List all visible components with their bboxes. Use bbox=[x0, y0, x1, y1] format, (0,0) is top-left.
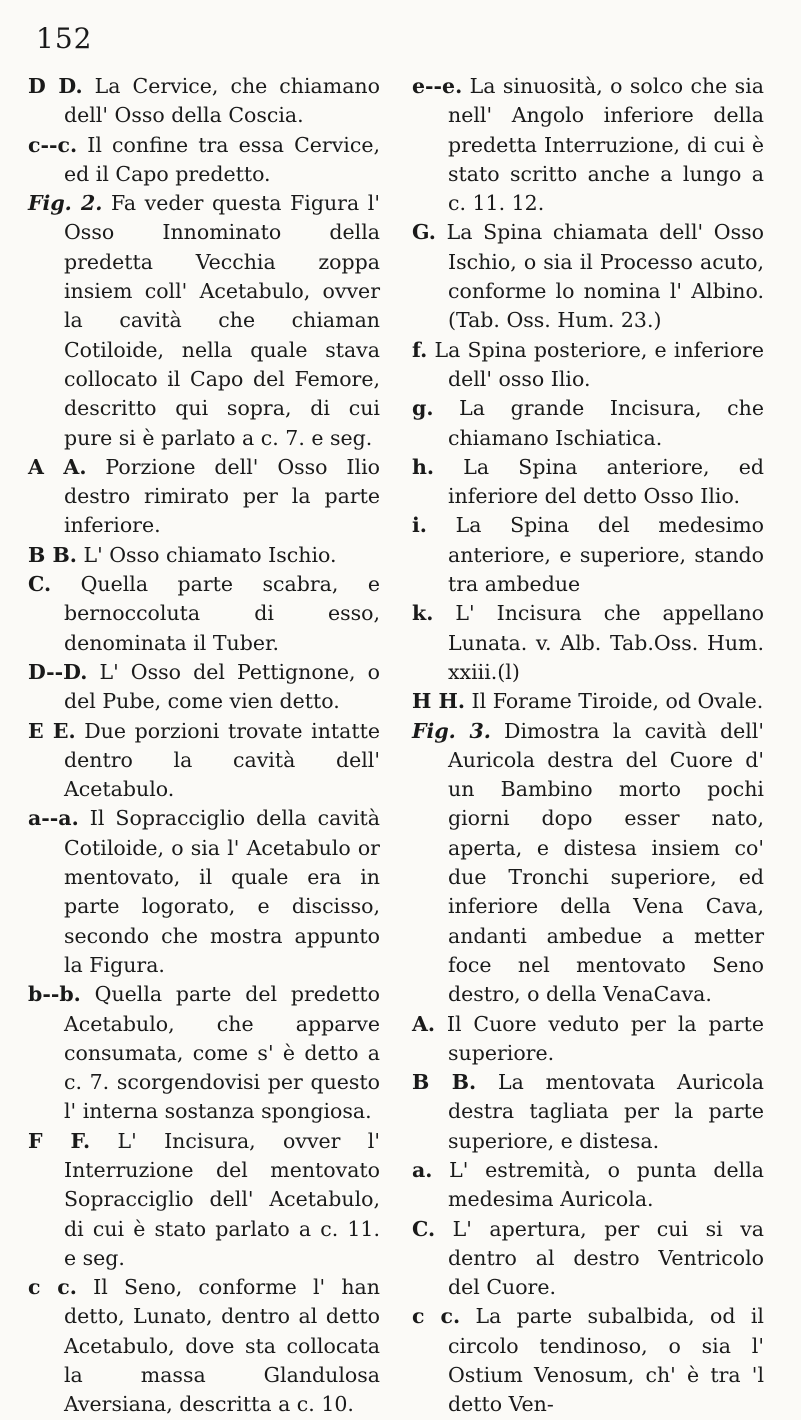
entry-label: B B. bbox=[28, 542, 77, 567]
entry-text: Quella parte scabra, e bernoccoluta di esso, denominata il Tuber. bbox=[64, 572, 380, 655]
entry-label: b--b. bbox=[28, 982, 81, 1007]
entry-label: Fig. 3. bbox=[412, 718, 491, 743]
legend-entry bbox=[28, 980, 380, 1126]
legend-entry bbox=[412, 511, 764, 599]
entry-text: Dimostra la cavità dell' Auricola destra del Cuore d' un Bambino morto pochi giorni dopo esser nato, aperta, e distesa insiem co' due Tronchi superiore, ed inferiore della Vena Cava, andanti ambedue a metter foce nel mentovato Seno destro, o della VenaCava. bbox=[448, 718, 764, 1007]
legend-entry bbox=[28, 131, 380, 190]
entry-label: A. bbox=[412, 1011, 436, 1036]
entry-text: Il Sopracciglio della cavità Cotiloide, o sia l' Acetabulo or mentovato, il quale era in parte logorato, e discisso, secondo che mostra appunto la Figura. bbox=[64, 806, 380, 977]
entry-label: F F. bbox=[28, 1128, 91, 1153]
entry-text: La Spina posteriore, e inferiore dell' osso Ilio. bbox=[434, 337, 764, 391]
legend-entry bbox=[28, 541, 380, 570]
legend-entry bbox=[28, 1127, 380, 1273]
entry-label: E E. bbox=[28, 718, 76, 743]
entry-label: a--a. bbox=[28, 806, 79, 831]
entry-label: h. bbox=[412, 454, 435, 479]
entry-text: La mentovata Auricola destra tagliata per la parte superiore, e distesa. bbox=[448, 1070, 764, 1153]
entry-text: L' Incisura che appellano Lunata. v. Alb. Tab.Oss. Hum. xxiii.(l) bbox=[448, 601, 764, 684]
legend-entry bbox=[28, 717, 380, 805]
entry-label: e--e. bbox=[412, 74, 463, 98]
legend-entry bbox=[412, 336, 764, 395]
entry-text: L' Osso chiamato Ischio. bbox=[83, 542, 337, 567]
right-column bbox=[412, 72, 764, 1420]
entry-text: Il Cuore veduto per la parte superiore. bbox=[446, 1011, 764, 1065]
entry-text: La Spina chiamata dell' Osso Ischio, o sia il Processo acuto, conforme lo nomina l' Albino. (Tab. Oss. Hum. 23.) bbox=[446, 220, 764, 333]
page-number: 152 bbox=[36, 22, 93, 55]
legend-entry bbox=[412, 218, 764, 335]
entry-label: A A. bbox=[28, 454, 87, 479]
legend-entry bbox=[412, 1215, 764, 1303]
entry-label: c c. bbox=[412, 1304, 461, 1329]
entry-text: Due porzioni trovate intatte dentro la cavità dell' Acetabulo. bbox=[64, 718, 380, 802]
entry-label: Fig. 2. bbox=[28, 191, 103, 216]
entry-label: D--D. bbox=[28, 659, 88, 684]
entry-label: g. bbox=[412, 396, 434, 421]
entry-text: L' Osso del Pettignone, o del Pube, come vien detto. bbox=[64, 659, 380, 714]
entry-text: Il confine tra essa Cervice, ed il Capo predetto. bbox=[64, 132, 380, 186]
entry-label: k. bbox=[412, 601, 434, 626]
legend-entry bbox=[28, 658, 380, 717]
entry-text: La Spina del medesimo anteriore, e superiore, stando tra ambedue bbox=[448, 513, 764, 597]
legend-entry bbox=[412, 72, 764, 218]
entry-label: c--c. bbox=[28, 132, 78, 157]
entry-text: Quella parte del predetto Acetabulo, che apparve consumata, come s' è detto a c. 7. scorgendovisi per questo l' interna sostanza spongiosa. bbox=[64, 982, 380, 1124]
entry-label: B B. bbox=[412, 1070, 477, 1095]
entry-text: Il Forame Tiroide, od Ovale. bbox=[471, 689, 764, 714]
legend-entry bbox=[412, 717, 764, 1010]
entry-text: L' Incisura, ovver l' Interruzione del mentovato Sopracciglio dell' Acetabulo, di cui è stato parlato a c. 11. e seg. bbox=[64, 1128, 380, 1270]
legend-entry bbox=[28, 72, 380, 131]
entry-text: La grande Incisura, che chiamano Ischiatica. bbox=[448, 396, 764, 450]
legend-entry bbox=[412, 453, 764, 512]
legend-entry bbox=[412, 1302, 764, 1419]
entry-text: Porzione dell' Osso Ilio destro rimirato per la parte inferiore. bbox=[64, 454, 380, 538]
entry-text: L' estremità, o punta della medesima Auricola. bbox=[448, 1157, 764, 1212]
legend-entry bbox=[412, 394, 764, 453]
entry-text: L' apertura, per cui si va dentro al destro Ventricolo del Cuore. bbox=[448, 1216, 764, 1300]
entry-text: La sinuosità, o solco che sia nell' Angolo inferiore della predetta Interruzione, di cui è stato scritto anche a lungo a c. 11. 12. bbox=[448, 74, 764, 216]
legend-entry bbox=[412, 1068, 764, 1156]
entry-text: Fa veder questa Figura l' Osso Innominato della predetta Vecchia zoppa insiem coll' Acetabulo, ovver la cavità che chiaman Cotiloide, nella quale stava collocato il Capo del Femore, descritto qui sopra, di cui pure si è parlato a c. 7. e seg. bbox=[64, 191, 380, 450]
entry-label: a. bbox=[412, 1157, 433, 1182]
entry-text: La Cervice, che chiamano dell' Osso della Coscia. bbox=[64, 74, 380, 128]
legend-entry bbox=[28, 804, 380, 980]
entry-label: C. bbox=[28, 572, 52, 597]
legend-entry bbox=[28, 189, 380, 453]
left-column bbox=[28, 72, 380, 1420]
legend-entry bbox=[412, 1156, 764, 1215]
legend-entry bbox=[412, 687, 764, 716]
entry-label: G. bbox=[412, 220, 436, 245]
entry-label: i. bbox=[412, 513, 427, 538]
legend-entry bbox=[28, 453, 380, 541]
legend-entry bbox=[412, 1010, 764, 1069]
entry-label: H H. bbox=[412, 689, 466, 714]
legend-entry bbox=[28, 1273, 380, 1419]
entry-text: Il Seno, conforme l' han detto, Lunato, dentro al detto Acetabulo, dove sta collocata la massa Glandulosa Aversiana, descritta a c. 10. bbox=[64, 1275, 380, 1417]
entry-label: C. bbox=[412, 1216, 436, 1241]
entry-text: La Spina anteriore, ed inferiore del detto Osso Ilio. bbox=[448, 454, 764, 509]
entry-label: f. bbox=[412, 337, 428, 362]
legend-entry bbox=[28, 570, 380, 658]
entry-text: La parte subalbida, od il circolo tendinoso, o sia l' Ostium Venosum, ch' è tra 'l detto Ven- bbox=[448, 1304, 764, 1417]
legend-entry bbox=[412, 599, 764, 687]
entry-label: c c. bbox=[28, 1275, 77, 1300]
entry-label: D D. bbox=[28, 74, 83, 98]
